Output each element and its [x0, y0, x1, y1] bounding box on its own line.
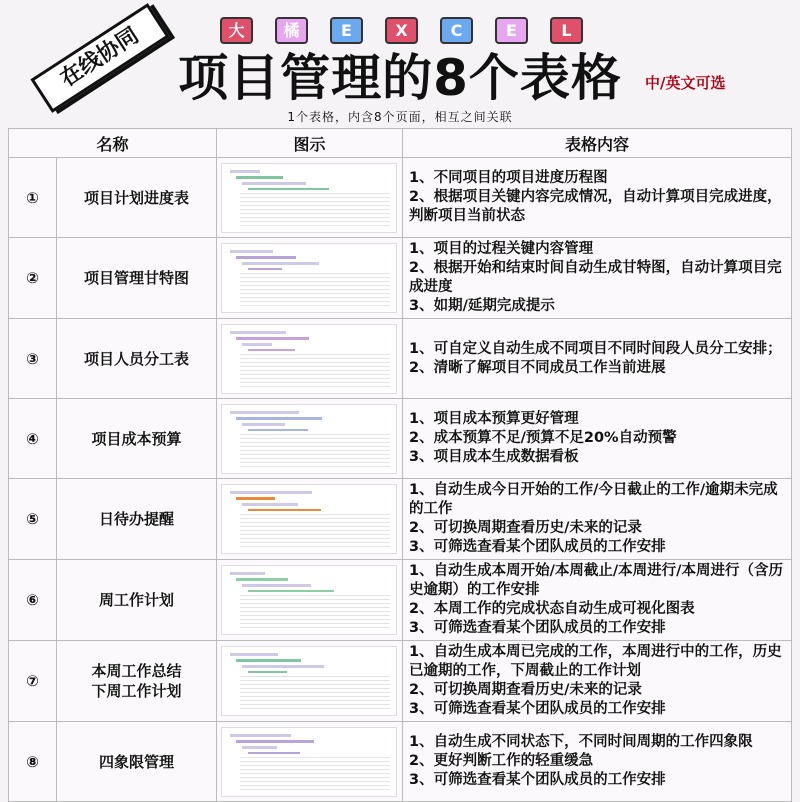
table-row	[9, 560, 792, 641]
row-name-line: 下周工作计划	[91, 682, 182, 700]
row-description	[403, 479, 792, 560]
description-line: 1、项目成本预算更好管理	[409, 411, 579, 427]
brand-tiles	[220, 17, 583, 44]
row-description	[403, 319, 792, 399]
description-line: 2、可切换周期查看历史/未来的记录	[409, 682, 642, 698]
table-row	[9, 158, 792, 238]
row-preview	[217, 319, 403, 399]
row-description	[403, 722, 792, 802]
table-header	[9, 129, 792, 158]
row-name	[57, 722, 217, 802]
row-description	[403, 641, 792, 722]
row-description	[403, 560, 792, 641]
row-preview	[217, 641, 403, 722]
row-number: ⑦	[9, 641, 57, 722]
row-description	[403, 238, 792, 319]
header-name: 名称	[9, 129, 217, 158]
description-line: 2、根据项目关键内容完成情况，自动计算项目完成进度，判断项目当前状态	[409, 189, 782, 224]
header-preview: 图示	[217, 129, 403, 158]
row-description	[403, 399, 792, 479]
row-name	[57, 158, 217, 238]
description-line: 3、可筛选查看某个团队成员的工作安排	[409, 772, 666, 788]
table-row	[9, 319, 792, 399]
brand-tile: X	[385, 17, 418, 44]
row-preview	[217, 722, 403, 802]
brand-tile: L	[550, 17, 583, 44]
brand-tile: E	[330, 17, 363, 44]
row-preview	[217, 479, 403, 560]
brand-tile: 橘	[275, 17, 308, 44]
row-number: ①	[9, 158, 57, 238]
description-line: 2、更好判断工作的轻重缓急	[409, 753, 594, 769]
row-name	[57, 319, 217, 399]
description-line: 1、不同项目的项目进度历程图	[409, 170, 608, 186]
row-name-text: 四象限管理	[98, 752, 174, 771]
spreadsheet-thumbnail	[221, 163, 397, 233]
description-line: 3、可筛选查看某个团队成员的工作安排	[409, 539, 666, 555]
row-name	[57, 560, 217, 641]
row-number: ④	[9, 399, 57, 479]
row-name-text: 日待办提醒	[98, 510, 174, 528]
row-number: ⑤	[9, 479, 57, 560]
row-description	[403, 158, 792, 238]
row-preview	[217, 158, 403, 238]
row-name-line: 本周工作总结	[91, 662, 182, 680]
table-row	[9, 238, 792, 319]
header-content: 表格内容	[403, 129, 792, 158]
description-line: 2、本周工作的完成状态自动生成可视化图表	[409, 601, 695, 617]
description-line: 1、自动生成不同状态下，不同时间周期的工作四象限	[409, 734, 753, 750]
spreadsheet-table	[8, 128, 792, 802]
row-name-text: 项目人员分工表	[83, 349, 189, 368]
description-line: 3、项目成本生成数据看板	[409, 449, 579, 465]
spreadsheet-thumbnail	[221, 243, 397, 313]
brand-tile: C	[440, 17, 473, 44]
description-line: 3、可筛选查看某个团队成员的工作安排	[409, 620, 666, 636]
description-line: 3、如期/延期完成提示	[409, 298, 555, 314]
description-line: 2、根据开始和结束时间自动生成甘特图，自动计算项目完成进度	[409, 260, 782, 295]
spreadsheet-thumbnail	[221, 646, 397, 716]
description-line: 1、自动生成本周已完成的工作，本周进行中的工作，历史已逾期的工作，下周截止的工作计划	[409, 644, 782, 679]
online-collab-badge: 在线协同	[30, 3, 169, 113]
spreadsheet-thumbnail	[221, 324, 397, 394]
description-line: 2、可切换周期查看历史/未来的记录	[409, 520, 642, 536]
row-name	[57, 479, 217, 560]
row-preview	[217, 560, 403, 641]
row-name	[57, 399, 217, 479]
row-name-text: 项目成本预算	[91, 429, 182, 448]
brand-tile: 大	[220, 17, 253, 44]
spreadsheet-thumbnail	[221, 484, 397, 554]
row-name	[57, 641, 217, 722]
language-option: 中/英文可选	[645, 74, 726, 92]
row-name-text: 项目管理甘特图	[83, 269, 189, 287]
description-line: 1、项目的过程关键内容管理	[409, 241, 594, 257]
brand-tile: E	[495, 17, 528, 44]
table-row	[9, 479, 792, 560]
spreadsheet-thumbnail	[221, 727, 397, 797]
description-line: 2、成本预算不足/预算不足20%自动预警	[409, 430, 677, 446]
row-number: ⑧	[9, 722, 57, 802]
description-line: 1、自动生成本周开始/本周截止/本周进行/本周进行（含历史逾期）的工作安排	[409, 563, 783, 598]
description-line: 1、自动生成今日开始的工作/今日截止的工作/逾期未完成的工作	[409, 482, 778, 517]
row-number: ⑥	[9, 560, 57, 641]
row-preview	[217, 238, 403, 319]
spreadsheet-thumbnail	[221, 404, 397, 474]
row-number: ③	[9, 319, 57, 399]
row-name-text: 周工作计划	[98, 591, 174, 609]
row-number: ②	[9, 238, 57, 319]
row-name-text: 项目计划进度表	[83, 188, 189, 207]
row-name	[57, 238, 217, 319]
page-title: 项目管理的8个表格	[178, 49, 622, 107]
description-line: 3、可筛选查看某个团队成员的工作安排	[409, 701, 666, 717]
table-row	[9, 722, 792, 802]
table-row	[9, 399, 792, 479]
description-line: 1、可自定义自动生成不同项目不同时间段人员分工安排；	[409, 340, 782, 357]
table-row	[9, 641, 792, 722]
subtitle: 1个表格，内含8个页面，相互之间关联	[287, 110, 513, 124]
spreadsheet-thumbnail	[221, 565, 397, 635]
row-preview	[217, 399, 403, 479]
description-line: 2、清晰了解项目不同成员工作当前进展	[409, 359, 666, 376]
